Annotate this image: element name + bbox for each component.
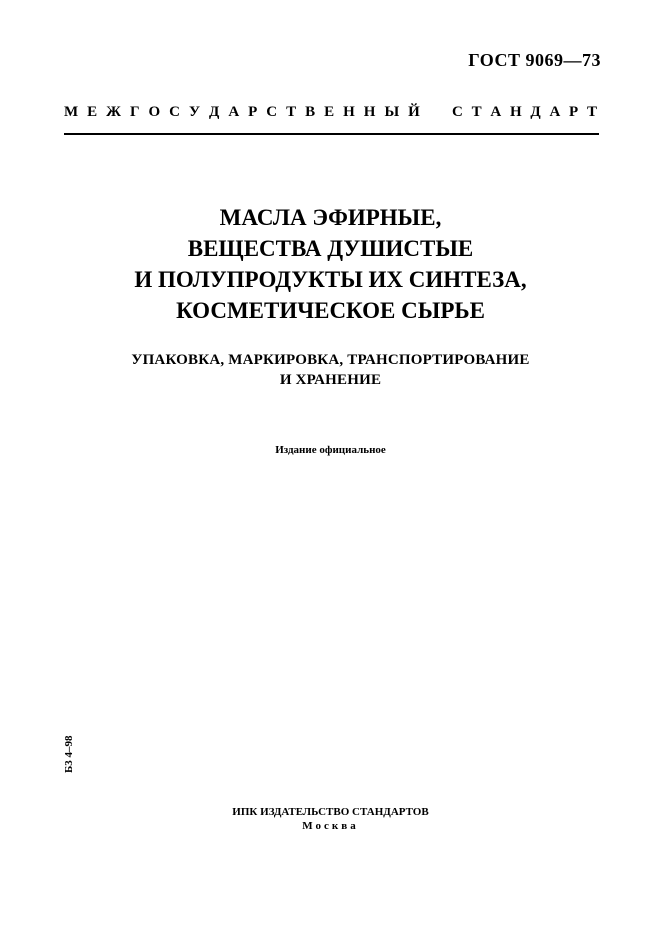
publisher-city: Москва bbox=[302, 820, 359, 832]
letter: Н bbox=[363, 104, 376, 120]
letter: Е bbox=[324, 104, 335, 120]
letter: Д bbox=[530, 104, 541, 120]
publisher-name: ИПК ИЗДАТЕЛЬСТВО СТАНДАРТОВ bbox=[232, 806, 429, 818]
letter: Е bbox=[87, 104, 98, 120]
title-line: КОСМЕТИЧЕСКОЕ СЫРЬЕ bbox=[176, 298, 485, 323]
letter: С bbox=[452, 104, 463, 120]
letter: Т bbox=[286, 104, 297, 120]
letter: У bbox=[189, 104, 201, 120]
letter: М bbox=[64, 104, 79, 120]
letter: Н bbox=[509, 104, 522, 120]
side-catalog-code: Б3 4–98 bbox=[63, 735, 75, 773]
letter: Г bbox=[129, 104, 140, 120]
standard-type-word-standard bbox=[452, 104, 597, 121]
document-number: ГОСТ 9069—73 bbox=[468, 50, 601, 70]
letter: Ы bbox=[384, 104, 400, 120]
letter: В bbox=[305, 104, 316, 120]
edition-note: Издание официальное bbox=[275, 444, 386, 456]
title-line: И ПОЛУПРОДУКТЫ ИХ СИНТЕЗА, bbox=[134, 267, 527, 292]
subtitle-line: УПАКОВКА, МАРКИРОВКА, ТРАНСПОРТИРОВАНИЕ bbox=[131, 352, 530, 368]
letter: Д bbox=[209, 104, 220, 120]
letter: Й bbox=[408, 104, 420, 120]
header-divider bbox=[64, 133, 599, 135]
letter: Н bbox=[343, 104, 355, 120]
document-subtitle bbox=[0, 350, 661, 390]
letter: О bbox=[148, 104, 161, 120]
title-line: МАСЛА ЭФИРНЫЕ, bbox=[219, 205, 442, 230]
title-line: ВЕЩЕСТВА ДУШИСТЫЕ bbox=[187, 236, 474, 261]
letter: А bbox=[549, 104, 561, 120]
document-title bbox=[0, 202, 661, 326]
standard-type-heading bbox=[64, 104, 597, 121]
letter: Р bbox=[248, 104, 258, 120]
letter: Т bbox=[471, 104, 482, 120]
letter: Ж bbox=[106, 104, 121, 120]
publisher-block bbox=[0, 805, 661, 833]
letter: Т bbox=[586, 104, 597, 120]
letter: С bbox=[169, 104, 181, 120]
letter: А bbox=[228, 104, 240, 120]
standard-type-word-interstate bbox=[64, 104, 420, 121]
letter: Р bbox=[569, 104, 579, 120]
subtitle-line: И ХРАНЕНИЕ bbox=[279, 372, 382, 388]
letter: А bbox=[490, 104, 502, 120]
letter: С bbox=[266, 104, 278, 120]
